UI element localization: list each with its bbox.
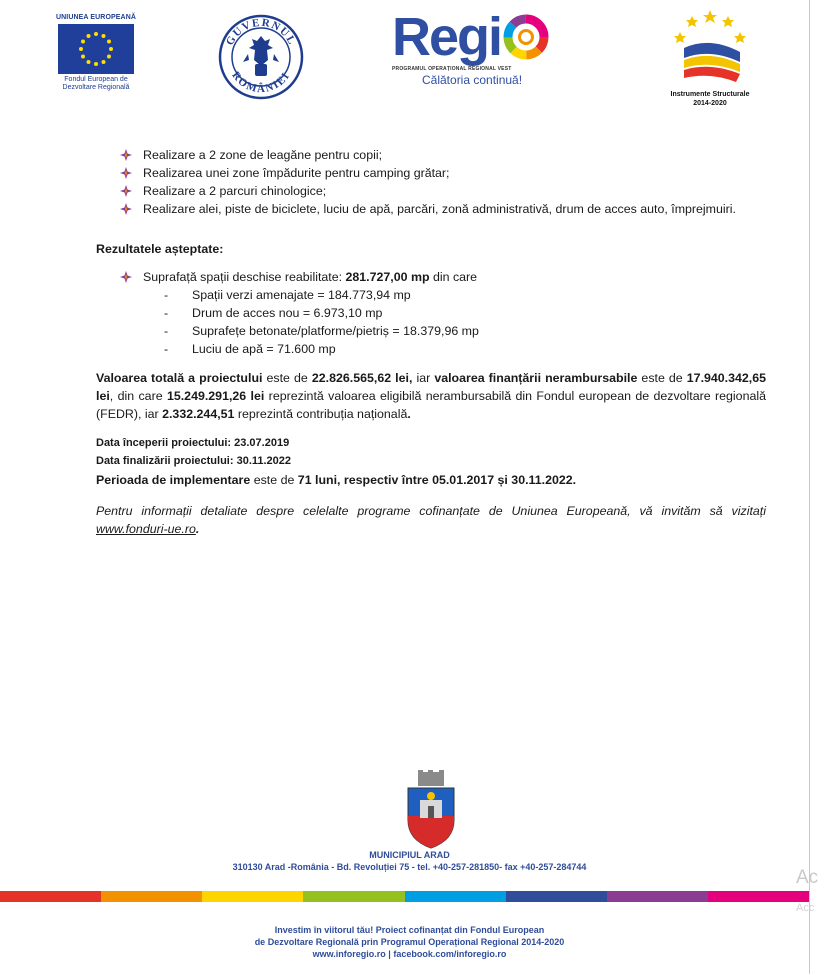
color-stripe <box>0 891 809 902</box>
results-title: Rezultatele așteptate: <box>96 242 224 256</box>
list-item <box>96 164 766 182</box>
bullet-pin-icon <box>120 185 132 197</box>
value-t3: 22.826.565,62 lei, <box>311 371 413 385</box>
list-item: - Luciu de apă = 71.600 mp <box>164 342 336 356</box>
result-item: Drum de acces nou = 6.973,10 mp <box>192 306 383 320</box>
results-main-list <box>96 268 766 286</box>
eu-logo <box>56 14 136 92</box>
bullet-pin-icon <box>120 149 132 161</box>
value-t4: iar <box>412 371 435 385</box>
activation-watermark: Ac <box>796 867 819 888</box>
list-item: - Drum de acces nou = 6.973,10 mp <box>164 306 383 320</box>
stripe-segment <box>101 891 202 902</box>
fonduri-ue-link[interactable]: www.fonduri-ue.ro <box>96 522 196 536</box>
results-sub-list <box>96 286 766 358</box>
footer-tagline-3: www.inforegio.ro | facebook.com/inforegio.ro <box>312 949 507 959</box>
regio-logo <box>392 7 572 100</box>
stripe-segment <box>0 891 101 902</box>
regio-sub: PROGRAMUL OPERAȚIONAL REGIONAL VEST <box>392 66 512 72</box>
info-text: Pentru informații detaliate despre celelalte programe cofinanțate de Uniunea Europeană, vă invităm să vizitați <box>96 504 766 518</box>
activity-text: Realizare a 2 zone de leagăne pentru copii; <box>143 148 383 162</box>
stripe-segment <box>506 891 607 902</box>
value-t6: este de <box>637 371 687 385</box>
value-t11: 2.332.244,51 <box>162 407 235 421</box>
result-item: Spații verzi amenajate = 184.773,94 mp <box>192 288 411 302</box>
period-p3: 71 luni, respectiv între 05.01.2017 și 30.11.2022. <box>297 473 577 487</box>
value-t10: reprezintă valoarea eligibilă nerambursabilă din Fondul european de dezvoltare regională (FEDR), iar <box>96 389 766 421</box>
footer-tagline-1: Investim în viitorul tău! Proiect cofinanțat din Fondul European <box>274 925 545 935</box>
value-t2: este de <box>262 371 312 385</box>
is-caption-1: Instrumente Structurale <box>670 91 750 98</box>
info-end: . <box>195 522 200 536</box>
stripe-segment <box>607 891 708 902</box>
results-main-prefix: Suprafață spații deschise reabilitate: <box>143 270 346 284</box>
implementation-period <box>96 471 766 489</box>
value-t13: . <box>407 407 411 421</box>
list-item <box>96 268 766 286</box>
arad-crest-icon <box>404 770 458 850</box>
list-item: - Spații verzi amenajate = 184.773,94 mp <box>164 288 411 302</box>
eu-caption-1: Fondul European de <box>64 76 128 83</box>
value-t8: , din care <box>109 389 167 403</box>
list-item <box>96 200 766 218</box>
structural-instruments-icon <box>670 8 750 88</box>
project-value-paragraph <box>96 369 766 423</box>
result-item: Suprafețe betonate/platforme/pietriș = 18.379,96 mp <box>192 324 479 338</box>
document-body <box>96 146 766 538</box>
structural-instruments-logo <box>658 8 762 108</box>
bullet-pin-icon <box>120 271 132 283</box>
activation-watermark-sub: Acc <box>796 902 815 914</box>
period-p1: Perioada de implementare <box>96 473 251 487</box>
stripe-segment <box>708 891 809 902</box>
activities-list <box>96 146 766 218</box>
results-main-suffix: din care <box>429 270 478 284</box>
end-date: Data finalizării proiectului: 30.11.2022 <box>96 455 292 467</box>
municipality-address: 310130 Arad -România - Bd. Revoluției 75 - tel. +40-257-281850- fax +40-257-284744 <box>232 862 587 872</box>
value-t9: 15.249.291,26 lei <box>166 389 265 403</box>
period-p2: este de <box>250 473 298 487</box>
value-t7: 17.940.342,65 lei <box>96 371 767 403</box>
start-date: Data începerii proiectului: 23.07.2019 <box>96 437 290 449</box>
stripe-segment <box>202 891 303 902</box>
gov-text-bottom: ROMÂNIEI <box>229 69 293 96</box>
eu-title: UNIUNEA EUROPEANĂ <box>56 14 137 21</box>
romania-seal-icon <box>218 14 304 100</box>
regio-tagline: Călătoria continuă! <box>422 73 523 87</box>
is-caption-2: 2014-2020 <box>693 100 727 107</box>
results-main-value: 281.727,00 mp <box>345 270 430 284</box>
stripe-segment <box>303 891 404 902</box>
activity-text: Realizare alei, piste de biciclete, luciu de apă, parcări, zonă administrativă, drum de acces auto, împrejmuiri. <box>143 202 736 216</box>
stripe-segment <box>405 891 506 902</box>
regio-o-icon <box>503 14 549 60</box>
list-item <box>96 146 766 164</box>
gov-text-top: GUVERNUL <box>223 16 299 48</box>
eu-flag-icon <box>58 24 134 74</box>
bullet-pin-icon <box>120 203 132 215</box>
bullet-pin-icon <box>120 167 132 179</box>
activity-text: Realizarea unei zone împădurite pentru camping grătar; <box>143 166 450 180</box>
header-logos <box>0 8 809 108</box>
value-t5: valoarea finanțării nerambursabile <box>434 371 638 385</box>
list-item: - Suprafețe betonate/platforme/pietriș = 18.379,96 mp <box>164 324 479 338</box>
results-block <box>96 268 766 358</box>
regio-word: Regi <box>392 7 502 67</box>
municipality-name: MUNICIPIUL ARAD <box>369 850 450 860</box>
info-paragraph <box>96 502 766 538</box>
footer-tagline-2: de Dezvoltare Regională prin Programul Operațional Regional 2014-2020 <box>254 937 565 947</box>
list-item <box>96 182 766 200</box>
project-dates <box>96 434 766 470</box>
value-t12: reprezintă contribuția națională <box>234 407 408 421</box>
activity-text: Realizare a 2 parcuri chinologice; <box>143 184 327 198</box>
value-t1: Valoarea totală a proiectului <box>96 371 263 385</box>
result-item: Luciu de apă = 71.600 mp <box>192 342 336 356</box>
eu-caption-2: Dezvoltare Regională <box>62 84 130 91</box>
footer-tagline <box>0 924 819 960</box>
